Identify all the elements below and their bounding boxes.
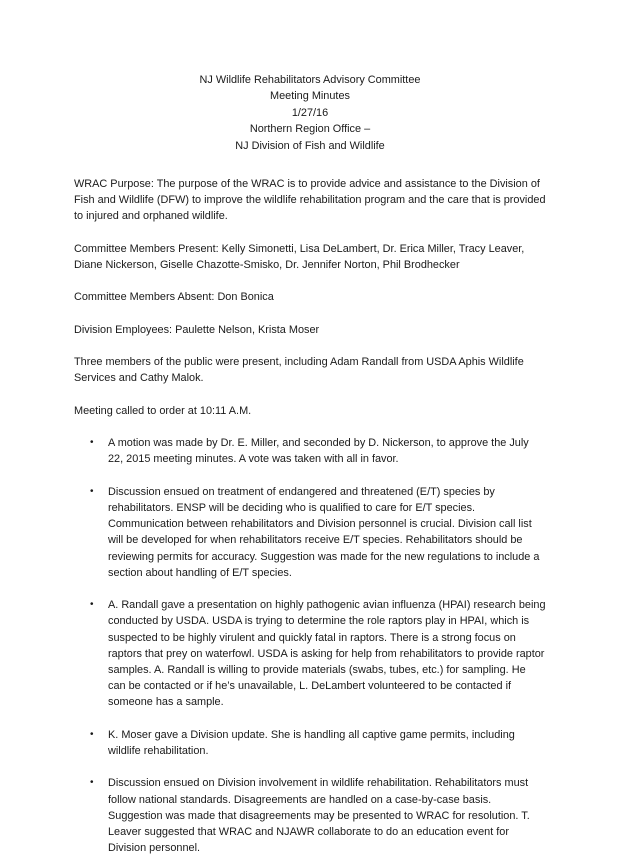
minutes-bullet-list <box>74 435 546 856</box>
public-attendees-paragraph: Three members of the public were present, including Adam Randall from USDA Aphis Wildlife Services and Cathy Malok. <box>74 356 524 385</box>
members-absent-paragraph: Committee Members Absent: Don Bonica <box>74 291 274 304</box>
list-item-text: Discussion ensued on treatment of endangered and threatened (E/T) species by rehabilitators. ENSP will be deciding who is qualified to care for E/T species. Communication between rehabilitators and Division personnel is crucial. Division call list will be developed for when rehabilitators receive E/T species. Rehabilitators should be reviewing permits for accuracy. Suggestion was made for the new regulations to include a section about handling of E/T species. <box>108 485 540 579</box>
call-to-order-paragraph: Meeting called to order at 10:11 A.M. <box>74 404 252 417</box>
document-type: Meeting Minutes <box>270 90 350 103</box>
bullet-icon: • <box>90 599 94 611</box>
list-item-text: A motion was made by Dr. E. Miller, and seconded by D. Nickerson, to approve the July 22, 2015 meeting minutes. A vote was taken with all in favor. <box>108 437 529 466</box>
list-item-text: Discussion ensued on Division involvement in wildlife rehabilitation. Rehabilitators must follow national standards. Disagreements are handled on a case-by-case basis. Suggestion was made that disagreements may be presented to WRAC for resolution. T. Leaver suggested that WRAC and NJAWR collaborate to do an education event for Division personnel. <box>108 777 530 855</box>
meeting-date: 1/27/16 <box>291 106 329 119</box>
division-employees-paragraph: Division Employees: Paulette Nelson, Krista Moser <box>74 323 320 336</box>
list-item <box>74 727 546 759</box>
purpose-paragraph: WRAC Purpose: The purpose of the WRAC is to provide advice and assistance to the Division of Fish and Wildlife (DFW) to improve the wildlife rehabilitation program and the care that is provided to injured and orphaned wildlife. <box>74 178 546 223</box>
bullet-icon: • <box>90 777 94 789</box>
bullet-icon: • <box>90 485 94 497</box>
bullet-icon: • <box>90 728 94 740</box>
location-line-1: Northern Region Office – <box>249 123 371 136</box>
list-item <box>74 597 546 710</box>
org-name: NJ Wildlife Rehabilitators Advisory Committee <box>199 74 421 86</box>
members-present-paragraph: Committee Members Present: Kelly Simonetti, Lisa DeLambert, Dr. Erica Miller, Tracy Leaver, Diane Nickerson, Giselle Chazotte-Smisko, Dr. Jennifer Norton, Phil Brodhecker <box>74 242 525 272</box>
document-header <box>74 72 546 154</box>
list-item-text: K. Moser gave a Division update. She is handling all captive game permits, including wildlife rehabilitation. <box>108 728 515 757</box>
list-item-text: A. Randall gave a presentation on highly pathogenic avian influenza (HPAI) research being conducted by USDA. USDA is trying to determine the role raptors play in HPAI, which is suspected to be highly virulent and quickly fatal in raptors. There is a strong focus on raptors that prey on waterfowl. USDA is asking for help from rehabilitators to provide raptor samples. A. Randall is willing to provide materials (swabs, tubes, etc.) for sampling. He can be contacted or if he’s unavailable, L. DeLambert volunteered to be contacted if someone has a sample. <box>108 599 546 709</box>
list-item <box>74 435 546 467</box>
location-line-2: NJ Division of Fish and Wildlife <box>235 139 385 152</box>
bullet-icon: • <box>90 437 94 449</box>
list-item <box>74 775 546 856</box>
list-item <box>74 484 546 581</box>
